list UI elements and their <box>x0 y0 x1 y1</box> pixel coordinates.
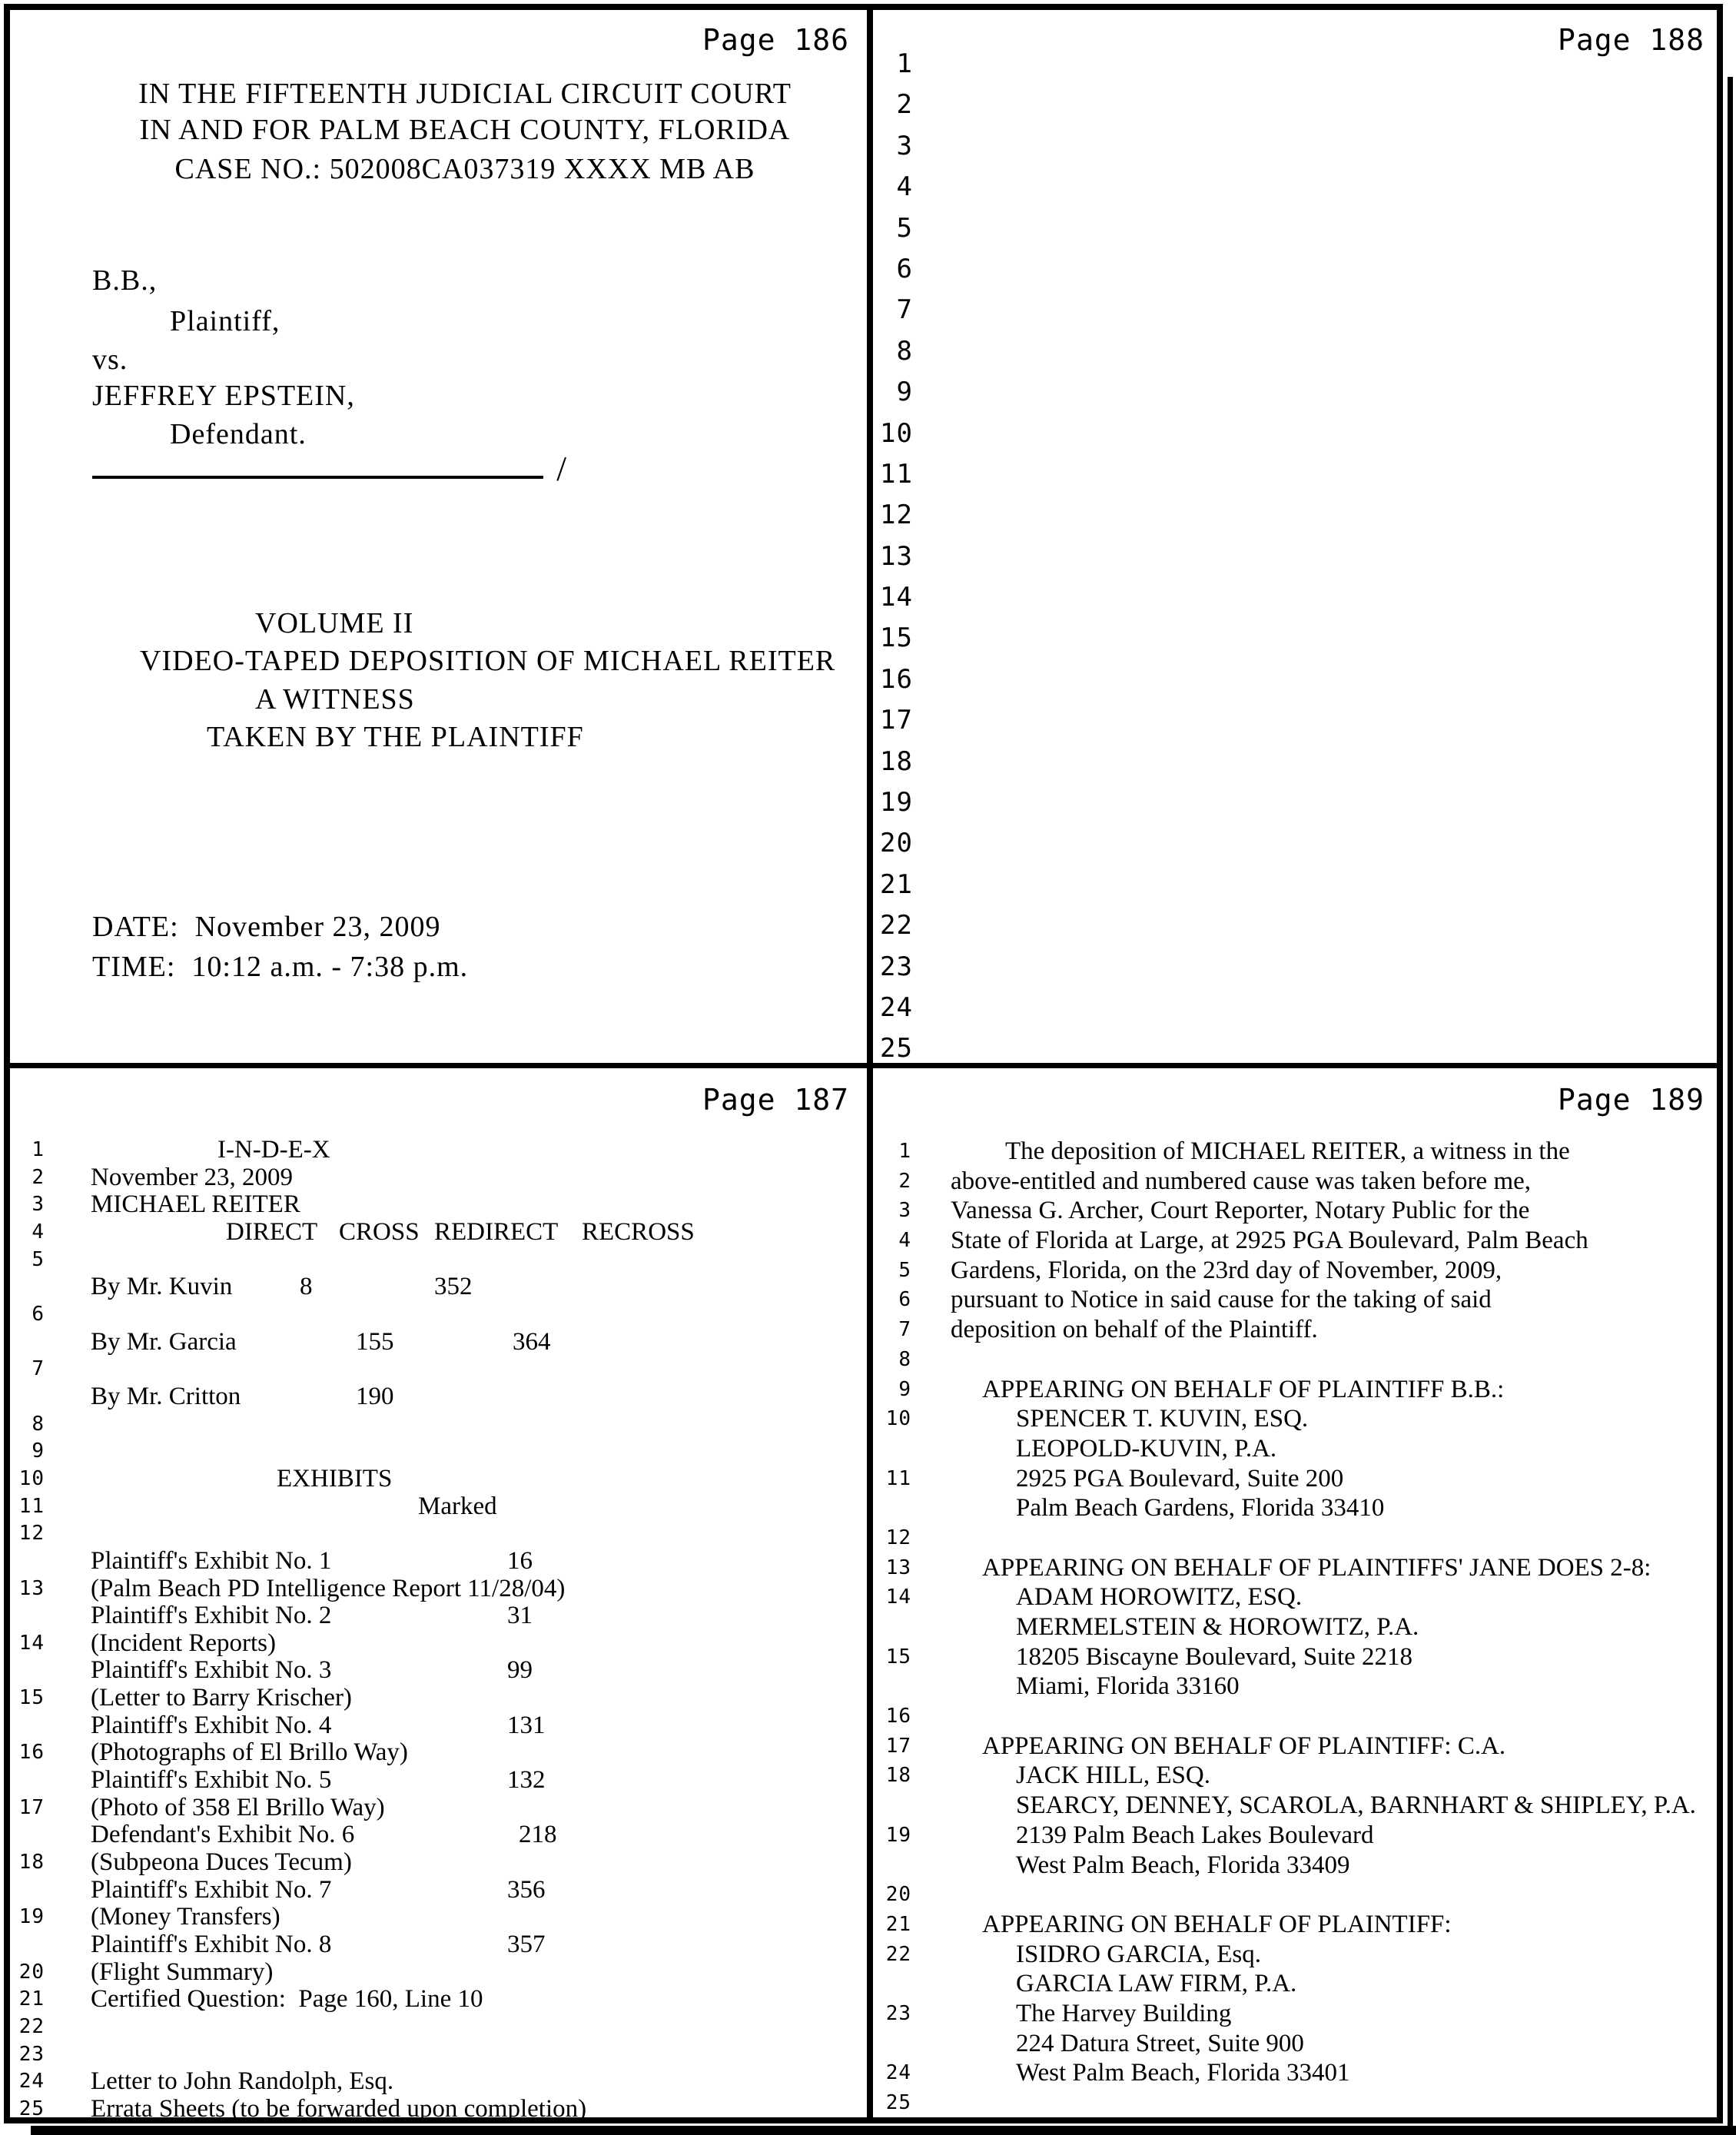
transcript-text: 218 <box>519 1821 557 1849</box>
transcript-text: Palm Beach Gardens, Florida 33410 <box>1016 1494 1385 1522</box>
transcript-row <box>873 1375 1717 1405</box>
transcript-text: REDIRECT <box>434 1217 559 1246</box>
line-number: 17 <box>885 1734 911 1758</box>
transcript-line: Defendant. <box>170 418 307 450</box>
line-number: 16 <box>885 1705 911 1728</box>
line-number: 9 <box>32 1439 45 1463</box>
line-number: 5 <box>898 1258 911 1282</box>
transcript-text: (Palm Beach PD Intelligence Report 11/28/04) <box>91 1574 566 1602</box>
line-number: 4 <box>32 1220 45 1243</box>
transcript-text: State of Florida at Large, at 2925 PGA Boulevard, Palm Beach <box>951 1227 1588 1255</box>
line-number: 19 <box>18 1905 45 1929</box>
transcript-row <box>10 1795 867 1822</box>
line-number: 22 <box>18 2015 45 2038</box>
transcript-line: B.B., <box>92 264 158 297</box>
transcript-row <box>10 1877 867 1904</box>
line-number: 5 <box>896 212 913 244</box>
transcript-row <box>873 1642 1717 1672</box>
transcript-text: 99 <box>507 1656 533 1685</box>
transcript-row <box>873 1672 1717 1702</box>
transcript-row <box>10 1739 867 1767</box>
line-number: 13 <box>885 1556 911 1579</box>
page-187-content <box>10 1137 867 2123</box>
transcript-row <box>873 618 1717 659</box>
line-number: 20 <box>880 828 913 859</box>
transcript-line: IN AND FOR PALM BEACH COUNTY, FLORIDA <box>139 114 791 146</box>
transcript-row <box>10 1219 867 1247</box>
line-number: 10 <box>880 417 913 449</box>
transcript-text: ISIDRO GARCIA, Esq. <box>1016 1940 1262 1968</box>
line-number: 20 <box>18 1960 45 1984</box>
page-header-188: Page 188 <box>1557 23 1704 57</box>
scan-artifact-bar <box>31 2126 1736 2135</box>
transcript-text: ADAM HOROWITZ, ESQ. <box>1016 1583 1303 1612</box>
transcript-text: APPEARING ON BEHALF OF PLAINTIFFS' JANE DOES 2-8: <box>982 1553 1651 1582</box>
transcript-row <box>873 1553 1717 1583</box>
line-number: 14 <box>18 1631 45 1655</box>
line-number: 21 <box>18 1987 45 2011</box>
transcript-text: 131 <box>507 1711 546 1739</box>
line-number: 11 <box>880 458 913 490</box>
separator-slash: / <box>556 449 566 488</box>
transcript-row <box>10 1164 867 1192</box>
transcript-row <box>873 1226 1717 1256</box>
line-number: 18 <box>18 1851 45 1874</box>
transcript-row <box>10 1931 867 1959</box>
transcript-row <box>873 700 1717 741</box>
transcript-text: (Photographs of El Brillo Way) <box>91 1738 408 1767</box>
transcript-row <box>10 1767 867 1795</box>
line-number: 2 <box>896 89 913 121</box>
line-number: 3 <box>898 1199 911 1223</box>
transcript-row <box>873 536 1717 577</box>
transcript-text: Plaintiff's Exhibit No. 3 <box>91 1656 332 1685</box>
transcript-text: 2925 PGA Boulevard, Suite 200 <box>1016 1464 1344 1493</box>
transcript-text: APPEARING ON BEHALF OF PLAINTIFF: C.A. <box>982 1732 1506 1760</box>
transcript-row <box>873 1345 1717 1375</box>
transcript-row <box>10 1356 867 1383</box>
transcript-text: Plaintiff's Exhibit No. 1 <box>91 1546 332 1575</box>
transcript-text: By Mr. Garcia <box>91 1327 237 1356</box>
transcript-text: (Photo of 358 El Brillo Way) <box>91 1793 385 1821</box>
line-number: 12 <box>885 1526 911 1549</box>
line-number: 24 <box>885 2061 911 2085</box>
transcript-row <box>10 1904 867 1931</box>
transcript-row <box>10 2096 867 2123</box>
transcript-row <box>873 865 1717 905</box>
transcript-row <box>10 1986 867 2014</box>
transcript-text: 224 Datura Street, Suite 900 <box>1016 2029 1304 2057</box>
transcript-row <box>873 290 1717 330</box>
line-number: 1 <box>898 1140 911 1163</box>
transcript-row <box>873 167 1717 208</box>
transcript-row <box>873 495 1717 536</box>
line-number: 8 <box>898 1347 911 1371</box>
transcript-row <box>873 1523 1717 1553</box>
transcript-row <box>873 1999 1717 2029</box>
transcript-row <box>10 1273 867 1301</box>
transcript-row <box>873 1880 1717 1910</box>
line-number: 3 <box>32 1193 45 1217</box>
page-header-186: Page 186 <box>702 23 849 57</box>
transcript-row <box>10 2014 867 2041</box>
line-number: 25 <box>885 2091 911 2114</box>
transcript-row <box>873 823 1717 864</box>
transcript-row <box>10 1137 867 1164</box>
transcript-text: Plaintiff's Exhibit No. 4 <box>91 1711 332 1739</box>
line-number: 21 <box>880 868 913 900</box>
transcript-row <box>873 1612 1717 1642</box>
transcript-row <box>873 742 1717 782</box>
transcript-text: Plaintiff's Exhibit No. 8 <box>91 1931 332 1959</box>
transcript-text: APPEARING ON BEHALF OF PLAINTIFF: <box>982 1910 1452 1938</box>
line-number: 18 <box>885 1764 911 1788</box>
transcript-text: 31 <box>507 1602 533 1630</box>
line-number: 10 <box>18 1466 45 1490</box>
transcript-line: DATE: November 23, 2009 <box>92 911 441 943</box>
transcript-row <box>873 905 1717 946</box>
case-caption-separator <box>92 440 566 488</box>
line-number: 4 <box>896 171 913 203</box>
transcript-text: DIRECT <box>226 1217 318 1246</box>
transcript-row <box>10 1383 867 1411</box>
line-number: 15 <box>880 623 913 654</box>
transcript-row <box>873 126 1717 167</box>
line-number: 15 <box>18 1686 45 1710</box>
page-header-187: Page 187 <box>702 1083 849 1117</box>
transcript-row <box>873 1821 1717 1851</box>
line-number: 19 <box>880 787 913 818</box>
transcript-text: November 23, 2009 <box>91 1163 294 1191</box>
transcript-text: By Mr. Kuvin <box>91 1273 233 1301</box>
transcript-row <box>10 1411 867 1439</box>
transcript-text: 352 <box>434 1273 473 1301</box>
transcript-text: SEARCY, DENNEY, SCAROLA, BARNHART & SHIPLEY, P.A. <box>1016 1791 1696 1820</box>
line-number: 13 <box>18 1576 45 1600</box>
line-number: 18 <box>880 745 913 777</box>
transcript-text: 356 <box>507 1875 546 1904</box>
line-number: 14 <box>885 1585 911 1609</box>
line-number: 25 <box>880 1033 913 1064</box>
transcript-text: Errata Sheets (to be forwarded upon completion) <box>91 2094 587 2123</box>
transcript-text: CROSS <box>339 1217 420 1246</box>
line-number: 19 <box>885 1823 911 1847</box>
line-number: 23 <box>880 951 913 982</box>
transcript-row <box>10 1520 867 1548</box>
transcript-row <box>873 659 1717 700</box>
line-number: 17 <box>880 705 913 736</box>
transcript-text: Plaintiff's Exhibit No. 7 <box>91 1875 332 1904</box>
transcript-text: 18205 Biscayne Boulevard, Suite 2218 <box>1016 1642 1413 1671</box>
transcript-row <box>873 782 1717 823</box>
transcript-row <box>873 1137 1717 1167</box>
transcript-row <box>873 2088 1717 2118</box>
line-number: 15 <box>885 1645 911 1668</box>
transcript-text: Defendant's Exhibit No. 6 <box>91 1821 355 1849</box>
transcript-text: above-entitled and numbered cause was taken before me, <box>951 1167 1532 1195</box>
line-number: 7 <box>898 1318 911 1342</box>
transcript-row <box>873 1285 1717 1315</box>
transcript-row <box>10 2068 867 2096</box>
transcript-text: By Mr. Critton <box>91 1382 241 1410</box>
line-number: 6 <box>898 1288 911 1312</box>
line-number: 14 <box>880 582 913 613</box>
transcript-row <box>10 1247 867 1274</box>
transcript-text: 364 <box>513 1327 551 1356</box>
line-number: 2 <box>898 1169 911 1193</box>
transcript-row <box>10 1821 867 1849</box>
page-188-content <box>873 44 1717 1070</box>
line-number: 5 <box>32 1247 45 1271</box>
transcript-text: pursuant to Notice in said cause for the taking of said <box>951 1286 1492 1314</box>
line-number: 16 <box>18 1741 45 1765</box>
transcript-row <box>873 372 1717 413</box>
transcript-row <box>873 988 1717 1028</box>
transcript-text: LEOPOLD-KUVIN, P.A. <box>1016 1434 1277 1463</box>
line-number: 10 <box>885 1407 911 1431</box>
scan-edge-line <box>1728 77 1733 2135</box>
transcript-row <box>873 1167 1717 1197</box>
line-number: 7 <box>32 1357 45 1381</box>
transcript-text: Vanessa G. Archer, Court Reporter, Notary Public for the <box>951 1197 1530 1225</box>
transcript-text: APPEARING ON BEHALF OF PLAINTIFF B.B.: <box>982 1375 1505 1403</box>
transcript-text: (Flight Summary) <box>91 1957 274 1986</box>
transcript-text: The Harvey Building <box>1016 1999 1232 2027</box>
transcript-text: 155 <box>356 1327 394 1356</box>
transcript-row <box>873 1434 1717 1464</box>
transcript-row <box>873 249 1717 290</box>
line-number: 8 <box>32 1412 45 1436</box>
transcript-row <box>10 1329 867 1356</box>
transcript-line: A WITNESS <box>255 683 415 716</box>
page-header-189: Page 189 <box>1557 1083 1704 1117</box>
transcript-row <box>873 1256 1717 1286</box>
transcript-row <box>10 1959 867 1987</box>
transcript-line: Plaintiff, <box>170 305 280 337</box>
transcript-row <box>10 1657 867 1685</box>
transcript-text: GARCIA LAW FIRM, P.A. <box>1016 1970 1297 1998</box>
transcript-row <box>873 1582 1717 1612</box>
line-number: 21 <box>885 1912 911 1936</box>
transcript-text: Plaintiff's Exhibit No. 2 <box>91 1602 332 1630</box>
line-number: 25 <box>18 2097 45 2120</box>
line-number: 1 <box>896 48 913 79</box>
transcript-text: (Subpeona Duces Tecum) <box>91 1848 352 1877</box>
line-number: 3 <box>896 130 913 161</box>
transcript-row <box>10 1493 867 1521</box>
transcript-text: deposition on behalf of the Plaintiff. <box>951 1316 1318 1344</box>
transcript-row <box>10 1849 867 1877</box>
transcript-text: (Incident Reports) <box>91 1629 277 1657</box>
line-number: 4 <box>898 1229 911 1253</box>
page-189-content <box>873 1137 1717 2118</box>
line-number: 20 <box>885 1883 911 1907</box>
transcript-row <box>873 85 1717 125</box>
transcript-row <box>10 1630 867 1658</box>
transcript-row <box>873 1732 1717 1761</box>
transcript-row <box>873 1493 1717 1523</box>
transcript-row <box>873 454 1717 495</box>
transcript-row <box>873 1464 1717 1494</box>
transcript-text: 16 <box>507 1546 533 1575</box>
transcript-row <box>10 1191 867 1219</box>
transcript-text: 132 <box>507 1766 546 1795</box>
page-189 <box>873 1068 1717 2117</box>
transcript-row <box>873 44 1717 85</box>
transcript-line: vs. <box>92 344 128 376</box>
transcript-row <box>873 1028 1717 1069</box>
transcript-row <box>873 1791 1717 1821</box>
transcript-row <box>873 577 1717 618</box>
transcript-text: Gardens, Florida, on the 23rd day of November, 2009, <box>951 1256 1502 1284</box>
line-number: 23 <box>18 2042 45 2066</box>
transcript-row <box>10 1548 867 1576</box>
transcript-text: Miami, Florida 33160 <box>1016 1672 1240 1701</box>
transcript-row <box>10 1576 867 1603</box>
line-number: 11 <box>885 1466 911 1490</box>
transcript-row <box>873 2058 1717 2088</box>
transcript-text: JACK HILL, ESQ. <box>1016 1761 1210 1790</box>
transcript-text: The deposition of MICHAEL REITER, a witness in the <box>1005 1137 1570 1165</box>
transcript-row <box>873 2029 1717 2059</box>
transcript-text: Certified Question: Page 160, Line 10 <box>91 1985 483 2014</box>
line-number: 12 <box>18 1522 45 1546</box>
transcript-row <box>10 1712 867 1740</box>
transcript-row <box>873 1851 1717 1881</box>
page-186 <box>10 10 867 1063</box>
transcript-text: (Letter to Barry Krischer) <box>91 1684 352 1712</box>
transcript-text: 8 <box>300 1273 313 1301</box>
transcript-text: 2139 Palm Beach Lakes Boulevard <box>1016 1821 1374 1849</box>
line-number: 1 <box>32 1138 45 1161</box>
line-number: 7 <box>896 294 913 326</box>
line-number: 2 <box>32 1165 45 1189</box>
line-number: 6 <box>896 253 913 284</box>
transcript-line: TAKEN BY THE PLAINTIFF <box>207 721 584 753</box>
transcript-text: West Palm Beach, Florida 33401 <box>1016 2059 1350 2087</box>
line-number: 17 <box>18 1795 45 1819</box>
line-number: 22 <box>880 910 913 941</box>
line-number: 9 <box>898 1377 911 1401</box>
transcript-row <box>873 1315 1717 1345</box>
transcript-text: I-N-D-E-X <box>217 1136 330 1164</box>
transcript-row <box>873 208 1717 249</box>
transcript-row <box>10 1466 867 1493</box>
transcript-line: IN THE FIFTEENTH JUDICIAL CIRCUIT COURT <box>138 78 792 110</box>
line-number: 24 <box>880 991 913 1023</box>
transcript-text: MERMELSTEIN & HOROWITZ, P.A. <box>1016 1613 1419 1641</box>
transcript-line: TIME: 10:12 a.m. - 7:38 p.m. <box>92 951 469 983</box>
line-number: 11 <box>18 1494 45 1518</box>
transcript-row <box>873 1404 1717 1434</box>
transcript-row <box>873 1969 1717 1999</box>
transcript-line: VOLUME II <box>255 607 414 639</box>
transcript-text: RECROSS <box>582 1217 695 1246</box>
line-number: 9 <box>896 377 913 408</box>
line-number: 16 <box>880 663 913 695</box>
transcript-row <box>10 1301 867 1329</box>
line-number: 8 <box>896 335 913 367</box>
transcript-text: (Money Transfers) <box>91 1903 280 1931</box>
transcript-row <box>873 413 1717 454</box>
transcript-text: Marked <box>418 1492 497 1520</box>
line-number: 6 <box>32 1302 45 1326</box>
transcript-text: 357 <box>507 1931 546 1959</box>
transcript-text: West Palm Beach, Florida 33409 <box>1016 1851 1350 1879</box>
transcript-line: VIDEO-TAPED DEPOSITION OF MICHAEL REITER <box>140 645 836 677</box>
transcript-row <box>10 1438 867 1466</box>
line-number: 13 <box>880 540 913 572</box>
transcript-text: 190 <box>356 1382 394 1410</box>
page-187 <box>10 1068 867 2123</box>
transcript-line: CASE NO.: 502008CA037319 XXXX MB AB <box>174 153 755 185</box>
transcript-line: JEFFREY EPSTEIN, <box>92 380 355 412</box>
transcript-row <box>873 331 1717 372</box>
transcript-row <box>10 2041 867 2069</box>
line-number: 12 <box>880 500 913 531</box>
transcript-row <box>873 1910 1717 1940</box>
transcript-row <box>873 1702 1717 1732</box>
line-number: 22 <box>885 1942 911 1966</box>
transcript-text: Plaintiff's Exhibit No. 5 <box>91 1766 332 1795</box>
transcript-row <box>10 1602 867 1630</box>
page-188 <box>873 10 1717 1063</box>
transcript-row <box>873 1761 1717 1791</box>
transcript-text: Letter to John Randolph, Esq. <box>91 2067 394 2096</box>
transcript-text: EXHIBITS <box>277 1464 393 1493</box>
transcript-text: MICHAEL REITER <box>91 1190 300 1219</box>
transcript-row <box>10 1685 867 1712</box>
transcript-text: SPENCER T. KUVIN, ESQ. <box>1016 1405 1309 1433</box>
line-number: 23 <box>885 2001 911 2025</box>
line-number: 24 <box>18 2070 45 2093</box>
transcript-row <box>873 947 1717 988</box>
transcript-row <box>873 1196 1717 1226</box>
transcript-row <box>873 1940 1717 1970</box>
